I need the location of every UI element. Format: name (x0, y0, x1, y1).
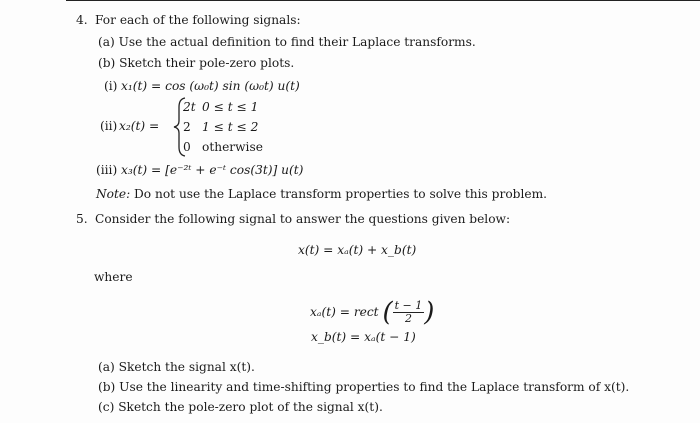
signal-iii-equation: x₃(t) = [e⁻²ᵗ + e⁻ᵗ cos(3t)] u(t) (121, 163, 304, 177)
case-1-value: 2t (183, 100, 196, 114)
signal-i-equation: x₁(t) = cos (ω₀t) sin (ω₀t) u(t) (121, 79, 300, 93)
rect-fraction (393, 300, 425, 325)
case-3-condition: otherwise (202, 140, 263, 154)
problem-4-part-a: (a) Use the actual definition to find their Laplace transforms. (98, 35, 476, 49)
case-1-condition: 0 ≤ t ≤ 1 (202, 100, 259, 114)
equation-xa-lhs: xₐ(t) = rect (310, 305, 379, 319)
fraction-denominator: 2 (404, 312, 412, 325)
problem-4-intro: For each of the following signals: (95, 13, 301, 27)
signal-ii-label: (ii) (100, 119, 118, 133)
problem-5-part-c: (c) Sketch the pole-zero plot of the signal x(t). (98, 400, 383, 414)
top-rule (66, 0, 700, 1)
equation-xa (310, 297, 434, 328)
problem-4-number: 4. (76, 13, 88, 27)
note-text: Do not use the Laplace transform properties to solve this problem. (134, 187, 547, 201)
note-label: Note: (96, 187, 131, 201)
problem-5-intro: Consider the following signal to answer the questions given below: (95, 212, 511, 226)
problem-5-part-b: (b) Use the linearity and time-shifting properties to find the Laplace transform of x(t). (98, 380, 630, 394)
main-equation: x(t) = xₐ(t) + x_b(t) (298, 243, 417, 257)
case-2-value: 2 (183, 120, 191, 134)
signal-i-label: (i) (104, 79, 118, 93)
where-label: where (94, 270, 133, 284)
case-3-value: 0 (183, 140, 191, 154)
problem-4-part-b: (b) Sketch their pole-zero plots. (98, 56, 295, 70)
equation-xb: x_b(t) = xₐ(t − 1) (311, 330, 416, 344)
right-paren: ) (424, 297, 435, 328)
left-paren: ( (382, 297, 393, 328)
fraction-numerator: t − 1 (394, 299, 423, 312)
problem-5-part-a: (a) Sketch the signal x(t). (98, 360, 255, 374)
problem-5-number: 5. (76, 212, 88, 226)
case-2-condition: 1 ≤ t ≤ 2 (202, 120, 259, 134)
signal-iii-label: (iii) (96, 163, 118, 177)
signal-ii-lhs: x₂(t) = (119, 119, 160, 133)
